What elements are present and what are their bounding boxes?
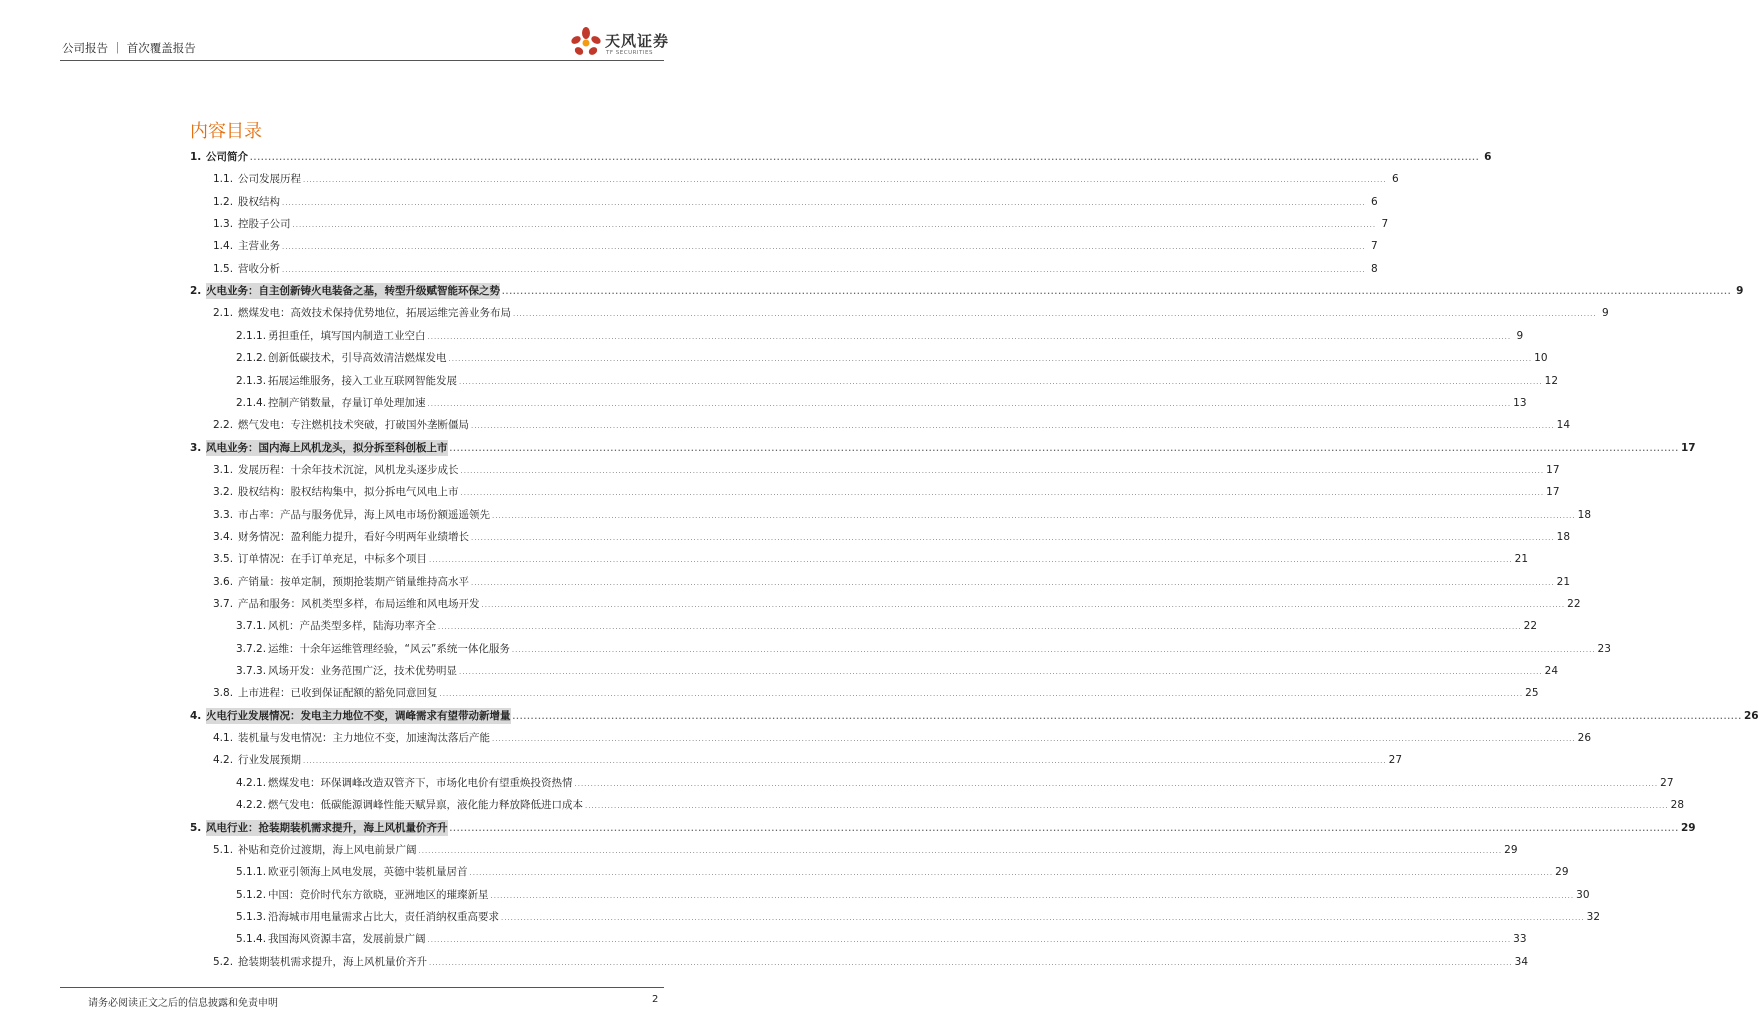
- toc-entry-number: 3.5.: [213, 553, 234, 565]
- toc-entry-number: 2.1.1.: [236, 330, 267, 342]
- toc-entry-number: 5.1.4.: [236, 933, 267, 945]
- toc-leader-dots: [492, 731, 1576, 747]
- toc-entry[interactable]: [213, 596, 1581, 612]
- toc-entry-title: 火电行业发展情况：发电主力地位不变，调峰需求有望带动新增量: [206, 710, 511, 722]
- toc-entry-page: 6: [1370, 196, 1378, 208]
- toc-entry[interactable]: [213, 752, 1403, 768]
- toc-leader-dots: [250, 150, 1479, 166]
- toc-entry[interactable]: [213, 417, 1571, 433]
- toc-leader-dots: [461, 463, 1545, 479]
- toc-entry[interactable]: [236, 931, 1527, 947]
- toc-entry-title: 抢装期装机需求提升，海上风机量价齐升: [238, 956, 427, 968]
- toc-entry-page: 28: [1670, 799, 1685, 811]
- toc-entry-page: 29: [1555, 866, 1569, 878]
- toc-entry-page: 34: [1514, 956, 1529, 968]
- toc-entry-page: 23: [1597, 643, 1611, 655]
- page-number: 2: [652, 994, 659, 1005]
- toc-leader-dots: [482, 597, 1566, 613]
- toc-leader-dots: [293, 217, 1377, 233]
- toc-entry-number: 3.8.: [213, 687, 234, 699]
- toc-entry[interactable]: [190, 820, 1696, 836]
- toc-entry[interactable]: [236, 618, 1538, 634]
- toc-leader-dots: [459, 664, 1543, 680]
- toc-entry-page: 22: [1523, 620, 1538, 632]
- toc-leader-dots: [585, 798, 1669, 814]
- toc-leader-dots: [419, 843, 1503, 859]
- toc-entry-title: 欧亚引领海上风电发展，英德中装机量居首: [268, 866, 468, 878]
- toc-leader-dots: [440, 686, 1524, 702]
- toc-entry-page: 22: [1567, 598, 1581, 610]
- toc-entry-title: 风电业务：国内海上风机龙头，拟分拆至科创板上市: [206, 442, 448, 454]
- toc-entry-number: 2.1.: [213, 307, 234, 319]
- toc-leader-dots: [492, 508, 1576, 524]
- toc-entry-number: 2.1.4.: [236, 397, 267, 409]
- toc-entry[interactable]: [236, 775, 1674, 791]
- toc-entry[interactable]: [213, 238, 1378, 254]
- toc-entry[interactable]: [213, 462, 1560, 478]
- toc-entry[interactable]: [236, 373, 1559, 389]
- toc-entry[interactable]: [190, 149, 1492, 165]
- toc-entry-number: 3.7.1.: [236, 620, 267, 632]
- toc-entry-title: 运维：十余年运维管理经验，“风云”系统一体化服务: [268, 643, 510, 655]
- toc-entry-number: 3.: [190, 442, 202, 454]
- toc-entry-page: 26: [1743, 710, 1759, 722]
- toc-entry-title: 我国海风资源丰富，发展前景广阔: [268, 933, 426, 945]
- toc-entry[interactable]: [236, 328, 1524, 344]
- toc-leader-dots: [491, 888, 1575, 904]
- toc-entry-number: 4.2.: [213, 754, 234, 766]
- toc-entry-page: 29: [1680, 822, 1696, 834]
- toc-entry-title: 产品和服务：风机类型多样，布局运维和风电场开发: [238, 598, 480, 610]
- toc-entry-number: 2.2.: [213, 419, 234, 431]
- toc-leader-dots: [461, 485, 1545, 501]
- toc-entry-title: 勇担重任，填写国内制造工业空白: [268, 330, 426, 342]
- toc-entry[interactable]: [213, 194, 1378, 210]
- toc-entry[interactable]: [236, 887, 1590, 903]
- toc-entry-number: 3.7.2.: [236, 643, 267, 655]
- toc-entry-page: 27: [1660, 777, 1674, 789]
- toc-entry-number: 3.2.: [213, 486, 234, 498]
- toc-entry-title: 燃气发电：低碳能源调峰性能天赋异禀，液化能力释放降低进口成本: [268, 799, 583, 811]
- toc-entry-page: 21: [1556, 576, 1571, 588]
- toc-entry-page: 6: [1484, 151, 1492, 163]
- toc-leader-dots: [575, 776, 1659, 792]
- toc-entry-page: 26: [1577, 732, 1592, 744]
- toc-entry-title: 风电行业：抢装期装机需求提升，海上风机量价齐升: [206, 822, 448, 834]
- toc-entry-number: 5.1.1.: [236, 866, 267, 878]
- toc-leader-dots: [502, 284, 1731, 300]
- toc-entry-title: 上市进程：已收到保证配额的豁免同意回复: [238, 687, 438, 699]
- toc-entry-number: 3.6.: [213, 576, 234, 588]
- toc-entry-number: 2.1.3.: [236, 375, 267, 387]
- toc-entry-page: 13: [1513, 397, 1527, 409]
- toc-entry-title: 公司简介: [206, 151, 248, 163]
- toc-entry-title: 产销量：按单定制，预期抢装期产销量维持高水平: [238, 576, 469, 588]
- toc-entry-number: 4.2.2.: [236, 799, 267, 811]
- toc-entry[interactable]: [190, 283, 1744, 299]
- toc-entry-title: 控股子公司: [238, 218, 291, 230]
- toc-entry-title: 拓展运维服务，接入工业互联网智能发展: [268, 375, 457, 387]
- toc-entry-title: 财务情况：盈利能力提升，看好今明两年业绩增长: [238, 531, 469, 543]
- toc-entry[interactable]: [236, 395, 1527, 411]
- toc-entry[interactable]: [213, 574, 1571, 590]
- toc-entry[interactable]: [213, 954, 1529, 970]
- toc-entry-title: 行业发展预期: [238, 754, 301, 766]
- toc-leader-dots: [303, 172, 1387, 188]
- toc-entry[interactable]: [236, 641, 1611, 657]
- toc-entry-number: 5.1.3.: [236, 911, 267, 923]
- toc-entry-title: 风机：产品类型多样，陆海功率齐全: [268, 620, 436, 632]
- toc-entry-title: 沿海城市用电量需求占比大，责任消纳权重高要求: [268, 911, 499, 923]
- toc-entry-page: 30: [1576, 889, 1590, 901]
- toc-leader-dots: [282, 239, 1366, 255]
- toc-leader-dots: [513, 306, 1597, 322]
- toc-entry[interactable]: [190, 708, 1759, 724]
- toc-leader-dots: [282, 262, 1366, 278]
- toc-entry-title: 燃煤发电：高效技术保持优势地位，拓展运维完善业务布局: [238, 307, 511, 319]
- toc-entry-title: 股权结构: [238, 196, 280, 208]
- toc-entry-title: 主营业务: [238, 240, 280, 252]
- toc-entry-page: 18: [1577, 509, 1592, 521]
- toc-entry-title: 中国：竞价时代东方欲晓，亚洲地区的璀璨新星: [268, 889, 489, 901]
- toc-entry-number: 3.1.: [213, 464, 234, 476]
- toc-title: 内容目录: [190, 121, 262, 142]
- toc-entry[interactable]: [236, 350, 1548, 366]
- toc-entry-title: 风场开发：业务范围广泛，技术优势明显: [268, 665, 457, 677]
- report-type-label: 公司报告 ｜ 首次覆盖报告: [62, 41, 196, 55]
- toc-entry-page: 9: [1601, 307, 1609, 319]
- toc-entry[interactable]: [213, 685, 1539, 701]
- toc-entry-page: 24: [1544, 665, 1559, 677]
- toc-leader-dots: [459, 374, 1543, 390]
- toc-entry[interactable]: [213, 730, 1592, 746]
- toc-entry-page: 10: [1534, 352, 1548, 364]
- toc-entry[interactable]: [213, 216, 1389, 232]
- toc-entry-number: 5.: [190, 822, 202, 834]
- toc-entry-page: 29: [1504, 844, 1518, 856]
- toc-entry-number: 1.5.: [213, 263, 234, 275]
- toc-entry-page: 12: [1544, 375, 1559, 387]
- toc-entry[interactable]: [213, 551, 1529, 567]
- toc-entry-title: 股权结构：股权结构集中，拟分拆电气风电上市: [238, 486, 459, 498]
- toc-leader-dots: [450, 441, 1679, 457]
- toc-entry-title: 创新低碳技术，引导高效清洁燃煤发电: [268, 352, 447, 364]
- toc-entry-number: 4.2.1.: [236, 777, 267, 789]
- toc-leader-dots: [429, 955, 1513, 971]
- toc-leader-dots: [450, 821, 1679, 837]
- toc-entry[interactable]: [236, 797, 1685, 813]
- toc-entry[interactable]: [213, 261, 1378, 277]
- toc-entry-page: 17: [1546, 464, 1560, 476]
- toc-leader-dots: [428, 396, 1512, 412]
- toc-entry-number: 3.7.: [213, 598, 234, 610]
- toc-entry[interactable]: [213, 507, 1592, 523]
- toc-entry-page: 17: [1546, 486, 1560, 498]
- toc-entry[interactable]: [236, 909, 1601, 925]
- toc-entry[interactable]: [236, 663, 1559, 679]
- toc-leader-dots: [471, 418, 1555, 434]
- toc-entry-page: 14: [1556, 419, 1571, 431]
- flower-logo-icon: [568, 24, 604, 64]
- toc-leader-dots: [512, 642, 1596, 658]
- toc-entry-number: 5.1.: [213, 844, 234, 856]
- toc-entry-title: 市占率：产品与服务优异，海上风电市场份额遥遥领先: [238, 509, 490, 521]
- toc-entry-title: 公司发展历程: [238, 173, 301, 185]
- toc-entry-page: 8: [1370, 263, 1378, 275]
- toc-leader-dots: [428, 329, 1512, 345]
- toc-entry-title: 燃煤发电：环保调峰改造双管齐下，市场化电价有望重焕投资热情: [268, 777, 573, 789]
- toc-entry[interactable]: [213, 842, 1518, 858]
- toc-entry-number: 5.1.2.: [236, 889, 267, 901]
- toc-leader-dots: [449, 351, 1533, 367]
- toc-entry-page: 7: [1381, 218, 1389, 230]
- toc-entry-page: 25: [1525, 687, 1539, 699]
- toc-entry[interactable]: [213, 305, 1609, 321]
- toc-leader-dots: [513, 709, 1742, 725]
- toc-leader-dots: [429, 552, 1513, 568]
- toc-entry-page: 6: [1391, 173, 1399, 185]
- toc-leader-dots: [428, 932, 1512, 948]
- logo-chinese-name: 天风证券: [605, 32, 670, 50]
- logo-english-name: TF SECURITIES: [606, 50, 653, 56]
- toc-entry-title: 控制产销数量，存量订单处理加速: [268, 397, 426, 409]
- toc-entry-number: 1.1.: [213, 173, 234, 185]
- toc-entry[interactable]: [236, 864, 1569, 880]
- toc-entry-number: 3.3.: [213, 509, 234, 521]
- toc-leader-dots: [303, 753, 1387, 769]
- footer-disclaimer: 请务必阅读正文之后的信息披露和免责申明: [88, 998, 278, 1009]
- toc-entry-title: 营收分析: [238, 263, 280, 275]
- toc-leader-dots: [471, 575, 1555, 591]
- footer-divider: [60, 987, 664, 988]
- toc-entry[interactable]: [190, 440, 1696, 456]
- toc-leader-dots: [438, 619, 1522, 635]
- toc-entry[interactable]: [213, 171, 1399, 187]
- toc-entry-number: 3.7.3.: [236, 665, 267, 677]
- toc-entry-page: 7: [1370, 240, 1378, 252]
- toc-entry-number: 1.: [190, 151, 202, 163]
- toc-entry-number: 2.1.2.: [236, 352, 267, 364]
- toc-entry-page: 32: [1586, 911, 1601, 923]
- toc-entry-title: 发展历程：十余年技术沉淀，风机龙头逐步成长: [238, 464, 459, 476]
- toc-entry-title: 补贴和竞价过渡期，海上风电前景广阔: [238, 844, 417, 856]
- toc-entry-title: 火电业务：自主创新铸火电装备之基，转型升级赋智能环保之势: [206, 285, 500, 297]
- toc-entry-number: 1.4.: [213, 240, 234, 252]
- toc-entry-title: 装机量与发电情况：主力地位不变，加速淘汰落后产能: [238, 732, 490, 744]
- toc-entry-page: 18: [1556, 531, 1571, 543]
- toc-entry-page: 27: [1388, 754, 1403, 766]
- toc-leader-dots: [282, 195, 1366, 211]
- toc-entry-title: 燃气发电：专注燃机技术突破，打破国外垄断僵局: [238, 419, 469, 431]
- toc-entry-page: 33: [1513, 933, 1527, 945]
- toc-entry-title: 订单情况：在手订单充足，中标多个项目: [238, 553, 427, 565]
- toc-leader-dots: [470, 865, 1554, 881]
- toc-entry-number: 2.: [190, 285, 202, 297]
- toc-entry[interactable]: [213, 484, 1560, 500]
- toc-entry-number: 1.3.: [213, 218, 234, 230]
- toc-leader-dots: [471, 530, 1555, 546]
- toc-entry-number: 5.2.: [213, 956, 234, 968]
- toc-entry-page: 9: [1516, 330, 1524, 342]
- toc-leader-dots: [501, 910, 1585, 926]
- toc-entry-page: 9: [1736, 285, 1744, 297]
- toc-entry-number: 1.2.: [213, 196, 234, 208]
- toc-entry-page: 17: [1680, 442, 1696, 454]
- toc-entry-page: 21: [1514, 553, 1529, 565]
- toc-entry-number: 4.: [190, 710, 202, 722]
- toc-entry-number: 3.4.: [213, 531, 234, 543]
- company-logo: [568, 24, 668, 64]
- toc-entry-number: 4.1.: [213, 732, 234, 744]
- toc-entry[interactable]: [213, 529, 1571, 545]
